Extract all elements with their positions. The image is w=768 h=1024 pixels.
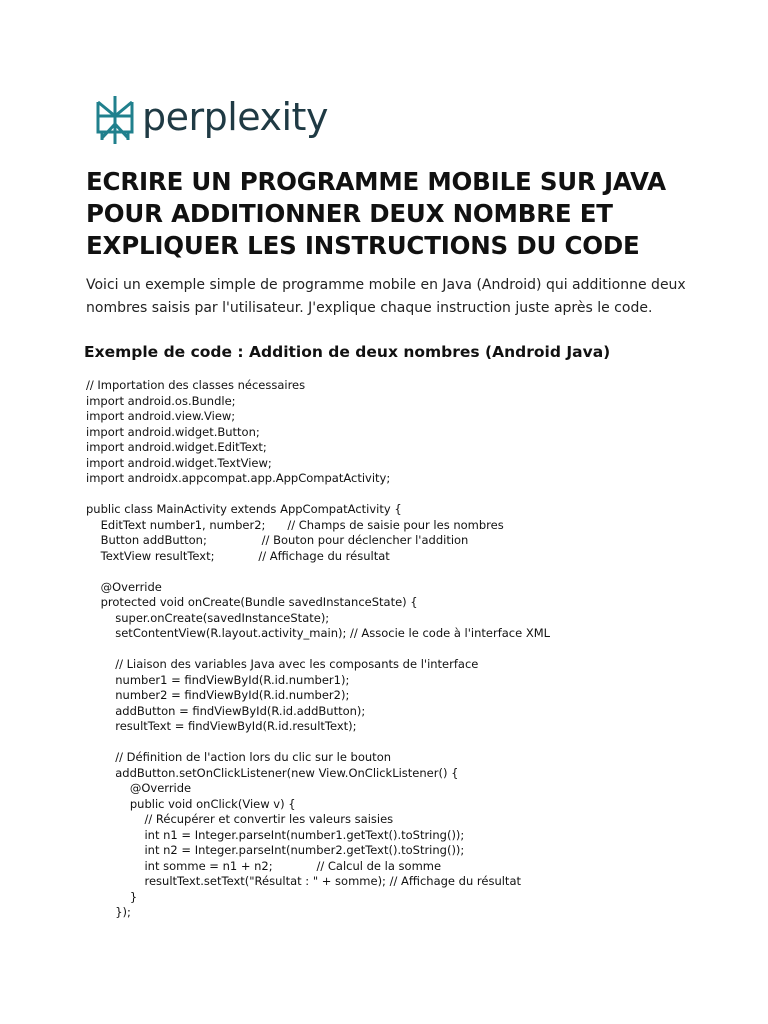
code-line: import android.widget.EditText; [86, 440, 267, 454]
code-line: // Liaison des variables Java avec les composants de l'interface [86, 657, 479, 671]
brand-logo [94, 94, 328, 146]
code-line: public class MainActivity extends AppCompatActivity { [86, 502, 402, 516]
code-line [86, 564, 550, 580]
code-line: addButton = findViewById(R.id.addButton); [86, 703, 366, 718]
page-title: ECRIRE UN PROGRAMME MOBILE SUR JAVA POUR ADDITIONNER DEUX NOMBRE ET EXPLIQUER LES INSTRUCTIONS DU CODE [86, 167, 666, 260]
code-line: super.onCreate(savedInstanceState); [86, 610, 330, 625]
code-line: import android.widget.Button; [86, 424, 260, 439]
code-line: addButton.setOnClickListener(new View.OnClickListener() { [86, 765, 459, 780]
code-line: protected void onCreate(Bundle savedInstanceState) { [86, 595, 418, 609]
code-line [86, 642, 550, 658]
code-line: import android.os.Bundle; [86, 393, 236, 408]
code-line: // Importation des classes nécessaires [86, 378, 306, 392]
code-line: resultText = findViewById(R.id.resultText); [86, 719, 357, 733]
code-line: import androidx.appcompat.app.AppCompatActivity; [86, 471, 391, 485]
code-line: EditText number1, number2; // Champs de saisie pour les nombres [86, 517, 504, 532]
intro-paragraph: Voici un exemple simple de programme mobile en Java (Android) qui additionne deux nombres saisis par l'utilisateur. J'explique chaque instruction juste après le code. [86, 277, 686, 316]
code-line: import android.view.View; [86, 409, 236, 423]
code-line: public void onClick(View v) { [86, 796, 296, 811]
code-line: TextView resultText; // Affichage du résultat [86, 548, 390, 563]
code-line: Button addButton; // Bouton pour déclencher l'addition [86, 533, 469, 547]
code-line [86, 487, 550, 503]
code-line: import android.widget.TextView; [86, 455, 272, 470]
code-line: resultText.setText("Résultat : " + somme); // Affichage du résultat [86, 874, 521, 888]
code-line: number2 = findViewById(R.id.number2); [86, 688, 350, 702]
code-line: number1 = findViewById(R.id.number1); [86, 672, 350, 687]
code-line: // Définition de l'action lors du clic sur le bouton [86, 750, 392, 764]
code-line: int n1 = Integer.parseInt(number1.getText().toString()); [86, 827, 465, 842]
code-block [86, 378, 550, 921]
code-line: setContentView(R.layout.activity_main); // Associe le code à l'interface XML [86, 626, 551, 640]
code-line: } [86, 889, 138, 904]
code-line: int somme = n1 + n2; // Calcul de la somme [86, 858, 442, 873]
code-line: @Override [86, 781, 192, 795]
code-line: // Récupérer et convertir les valeurs saisies [86, 812, 394, 826]
code-line: @Override [86, 579, 162, 594]
code-line: }); [86, 905, 131, 919]
perplexity-logo-icon [94, 94, 136, 146]
section-heading: Exemple de code : Addition de deux nombres (Android Java) [84, 343, 611, 361]
code-line [86, 735, 550, 751]
brand-name: perplexity [142, 95, 328, 139]
code-line: int n2 = Integer.parseInt(number2.getText().toString()); [86, 843, 465, 857]
